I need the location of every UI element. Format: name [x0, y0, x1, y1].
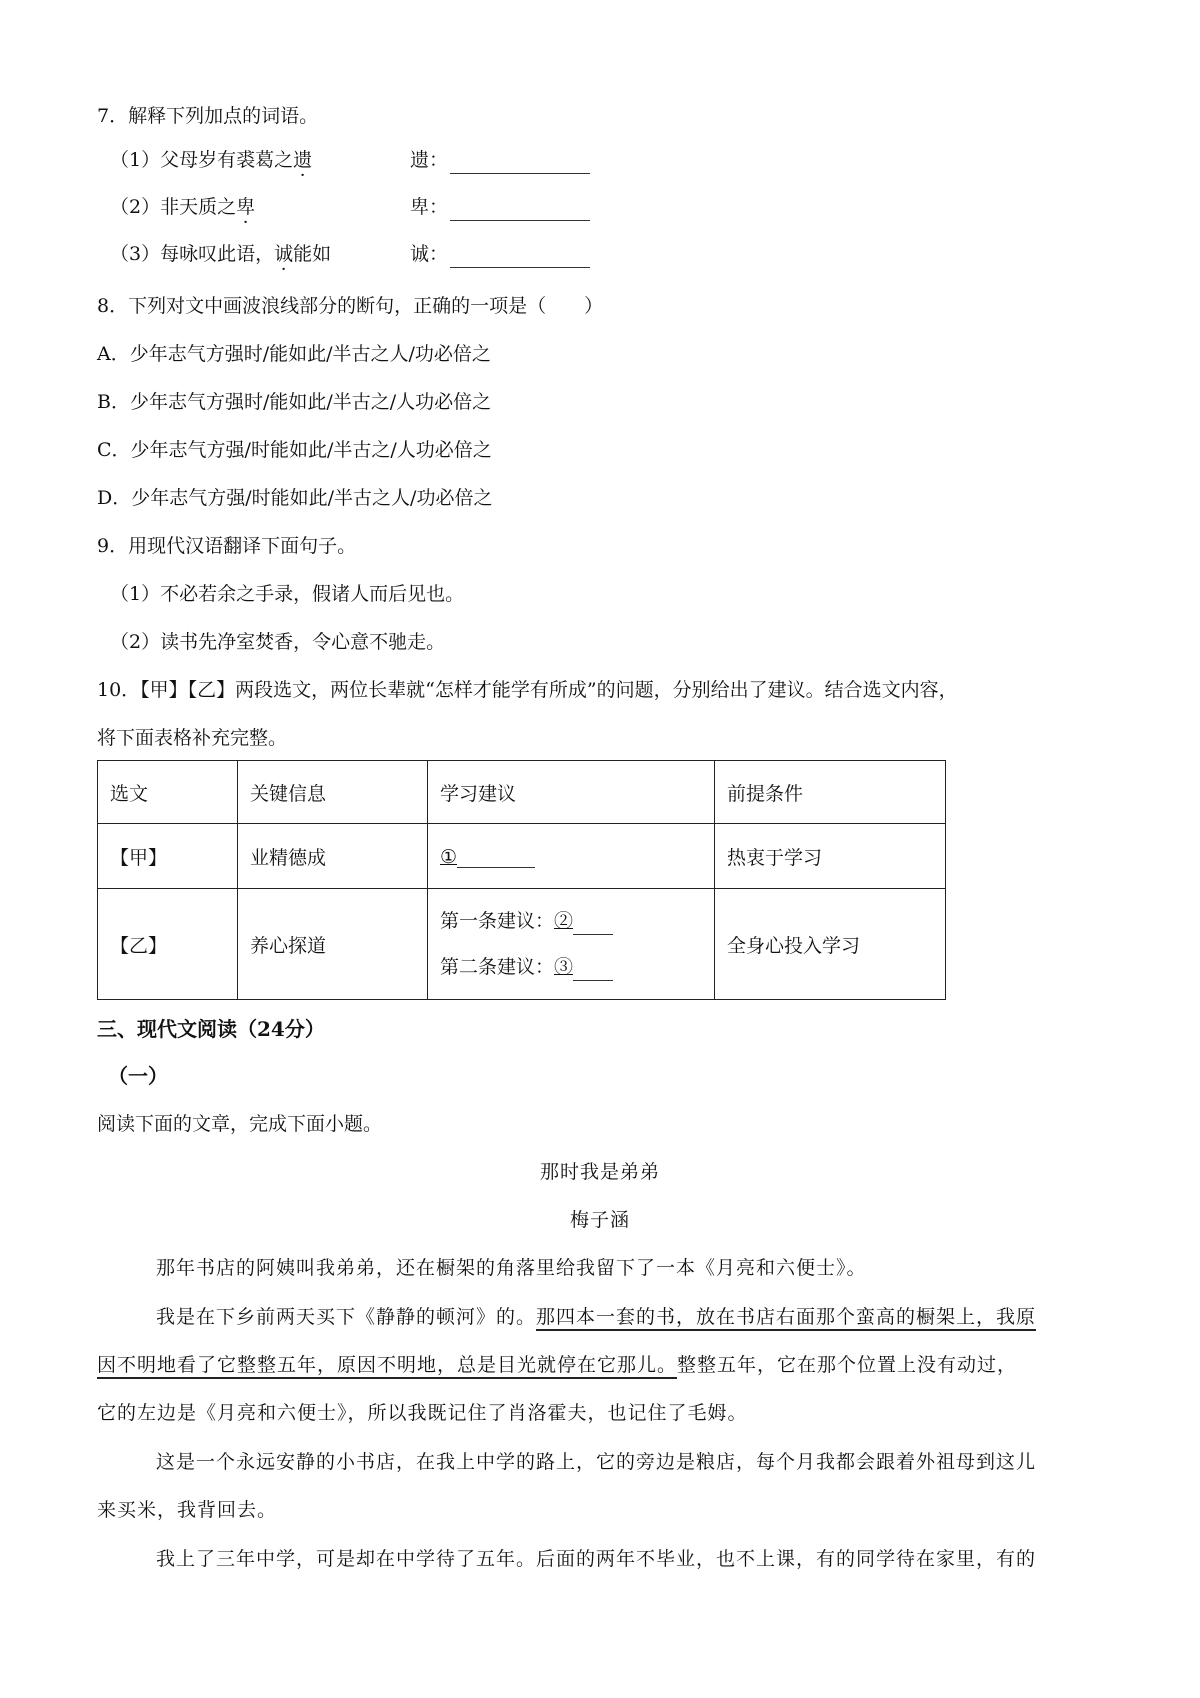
- q8-option-b[interactable]: B．少年志气方强时/能如此/半古之/人功必倍之: [97, 391, 492, 413]
- q8-option-c[interactable]: C．少年志气方强/时能如此/半古之/人功必倍之: [97, 439, 492, 461]
- table-row: [98, 889, 946, 1000]
- article-paragraph-1: 那年书店的阿姨叫我弟弟，还在橱架的角落里给我留下了一本《月亮和六便士》。: [156, 1257, 867, 1279]
- table-cell-advice: 第一条建议：② 第二条建议：③: [428, 889, 715, 1000]
- q10-stem-line1: 10．【甲】【乙】两段选文，两位长辈就“怎样才能学有所成”的问题，分别给出了建议。结合选文内容，: [97, 679, 958, 701]
- section-title: 三、现代文阅读（24分）: [97, 1017, 325, 1041]
- q10-table: [97, 760, 946, 1000]
- article-paragraph-4: 我上了三年中学，可是却在中学待了五年。后面的两年不毕业，也不上课，有的同学待在家里，有的: [156, 1548, 1037, 1570]
- article-title: 那时我是弟弟: [539, 1161, 660, 1183]
- dotted-word: 遗: [293, 149, 313, 171]
- blank-number: ①: [440, 845, 458, 868]
- q7-item-3: （3）每咏叹此语，诚能如: [110, 243, 332, 265]
- answer-blank[interactable]: [450, 151, 590, 174]
- article-paragraph-3-line-2: 来买米，我背回去。: [97, 1499, 278, 1521]
- answer-blank[interactable]: [450, 245, 590, 268]
- q10-stem-line2: 将下面表格补充完整。: [97, 727, 288, 749]
- table-cell: 【乙】: [98, 889, 238, 1000]
- section-instruction: 阅读下面的文章，完成下面小题。: [97, 1113, 383, 1135]
- q7-item-2: （2）非天质之卑: [110, 196, 256, 218]
- table-cell: 【甲】: [98, 824, 238, 889]
- answer-blank[interactable]: [573, 912, 613, 935]
- q7-answer-3: 诚：: [410, 240, 590, 268]
- q9-item-1: （1）不必若余之手录，假诸人而后见也。: [110, 583, 465, 605]
- section-subtitle: （一）: [108, 1064, 168, 1088]
- table-cell: 热衷于学习: [715, 824, 946, 889]
- table-header-row: [98, 761, 946, 824]
- article-paragraph-3-line-1: 这是一个永远安静的小书店，在我上中学的路上，它的旁边是粮店，每个月我都会跟着外祖母到这儿: [156, 1451, 1037, 1473]
- table-header-cell: 前提条件: [715, 761, 946, 824]
- underlined-sentence: 那四本一套的书，放在书店右面那个蛮高的橱架上，我原: [536, 1306, 1036, 1331]
- q8-option-d[interactable]: D．少年志气方强/时能如此/半古之人/功必倍之: [97, 487, 493, 509]
- q8-option-a[interactable]: A．少年志气方强时/能如此/半古之人/功必倍之: [97, 343, 491, 365]
- blank-number: ②: [554, 910, 574, 932]
- q9-stem: 9．用现代汉语翻译下面句子。: [97, 535, 357, 557]
- article-paragraph-2-line-1: 我是在下乡前两天买下《静静的顿河》的。那四本一套的书，放在书店右面那个蛮高的橱架上，我原: [156, 1303, 1036, 1331]
- table-header-cell: 选文: [98, 761, 238, 824]
- underlined-sentence: 因不明地看了它整整五年，原因不明地，总是目光就停在它那儿。: [97, 1354, 677, 1379]
- answer-blank[interactable]: [457, 845, 535, 868]
- article-paragraph-2-line-2: 因不明地看了它整整五年，原因不明地，总是目光就停在它那儿。整整五年，它在那个位置上没有动过，: [97, 1351, 1017, 1379]
- table-header-cell: 学习建议: [428, 761, 715, 824]
- blank-number: ③: [554, 956, 574, 978]
- answer-blank[interactable]: [450, 198, 590, 221]
- q9-item-2: （2）读书先净室焚香，令心意不驰走。: [110, 631, 446, 653]
- dotted-word: 诚: [274, 243, 294, 265]
- article-author: 梅子涵: [569, 1209, 630, 1231]
- table-cell: 养心探道: [238, 889, 428, 1000]
- q8-stem: 8．下列对文中画波浪线部分的断句，正确的一项是（ ）: [97, 295, 604, 317]
- table-header-cell: 关键信息: [238, 761, 428, 824]
- q7-answer-2: 卑：: [410, 193, 590, 221]
- q7-item-1: （1）父母岁有裘葛之遗: [110, 149, 313, 171]
- table-cell: 业精德成: [238, 824, 428, 889]
- table-cell-advice: [428, 824, 715, 889]
- q7-answer-1: 遗：: [410, 146, 590, 174]
- article-paragraph-2-line-3: 它的左边是《月亮和六便士》，所以我既记住了肖洛霍夫，也记住了毛姆。: [97, 1402, 748, 1424]
- table-cell: 全身心投入学习: [715, 889, 946, 1000]
- dotted-word: 卑: [236, 196, 256, 218]
- answer-blank[interactable]: [573, 958, 613, 981]
- table-row: [98, 824, 946, 889]
- q7-stem: 7．解释下列加点的词语。: [97, 105, 319, 127]
